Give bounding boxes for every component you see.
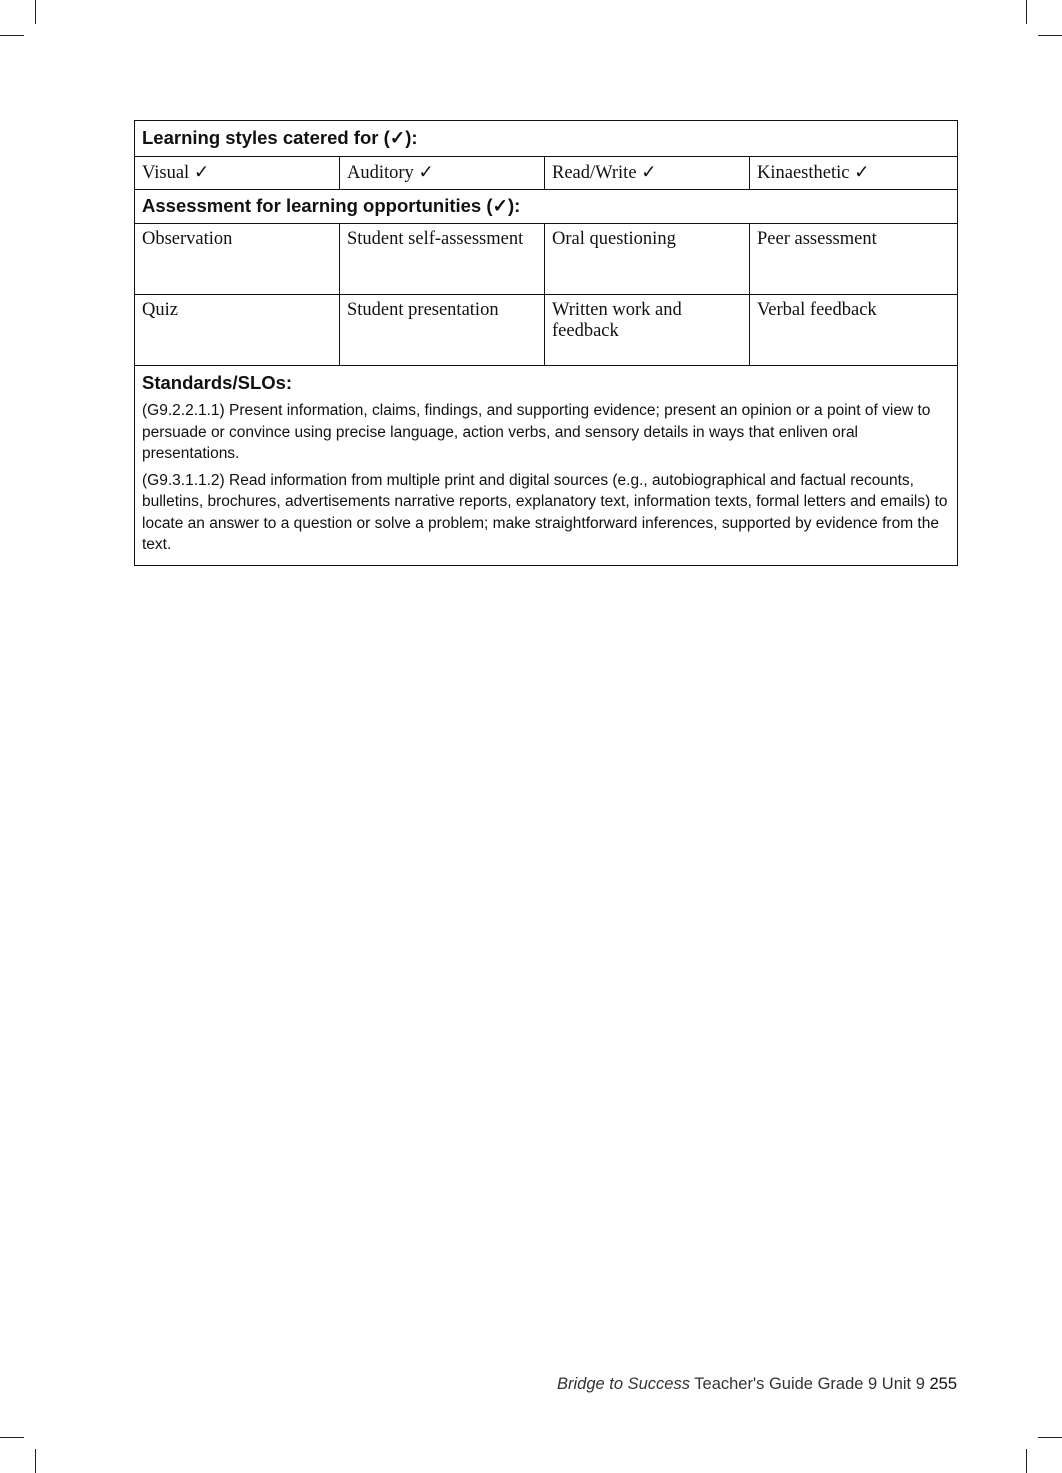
standard-paragraph: (G9.2.2.1.1) Present information, claims, findings, and supporting evidence; present an opinion or a point of view to persuade or convince using precise language, action verbs, and sensory details in ways that enliven oral presentations. [142,402,931,462]
assessment-written-work: Written work and feedback [545,295,750,366]
page-number: 255 [929,1375,957,1393]
standards-section [135,366,958,566]
assessment-student-presentation: Student presentation [340,295,545,366]
crop-mark [1026,0,1027,24]
assessment-row [135,224,958,295]
lesson-plan-table [134,120,958,566]
assessment-oral-questioning: Oral questioning [545,224,750,295]
assessment-self-assessment: Student self-assessment [340,224,545,295]
book-title: Bridge to Success [557,1375,690,1393]
assessment-observation: Observation [135,224,340,295]
guide-text: Teacher's Guide Grade 9 Unit 9 [689,1375,930,1393]
page-footer [557,1375,957,1394]
assessment-quiz: Quiz [135,295,340,366]
learning-style-read-write: Read/Write ✓ [545,157,750,190]
learning-styles-heading: Learning styles catered for (✓): [135,121,958,157]
assessment-row [135,295,958,366]
learning-style-auditory: Auditory ✓ [340,157,545,190]
learning-styles-row [135,157,958,190]
standards-heading: Standards/SLOs: [142,372,293,393]
crop-mark [1038,1437,1062,1438]
learning-style-visual: Visual ✓ [135,157,340,190]
crop-mark [0,35,24,36]
crop-mark [1038,35,1062,36]
standard-paragraph: (G9.3.1.1.2) Read information from multiple print and digital sources (e.g., autobiographical and factual recounts, bulletins, brochures, advertisements narrative reports, explanatory text, information texts, formal letters and emails) to locate an answer to a question or solve a problem; make straightforward inferences, supported by evidence from the text. [142,471,948,553]
crop-mark [0,1437,24,1438]
assessment-heading: Assessment for learning opportunities (✓): [135,190,958,224]
assessment-peer-assessment: Peer assessment [750,224,958,295]
crop-mark [1026,1449,1027,1473]
learning-style-kinaesthetic: Kinaesthetic ✓ [750,157,958,190]
assessment-verbal-feedback: Verbal feedback [750,295,958,366]
crop-mark [35,1449,36,1473]
crop-mark [35,0,36,24]
